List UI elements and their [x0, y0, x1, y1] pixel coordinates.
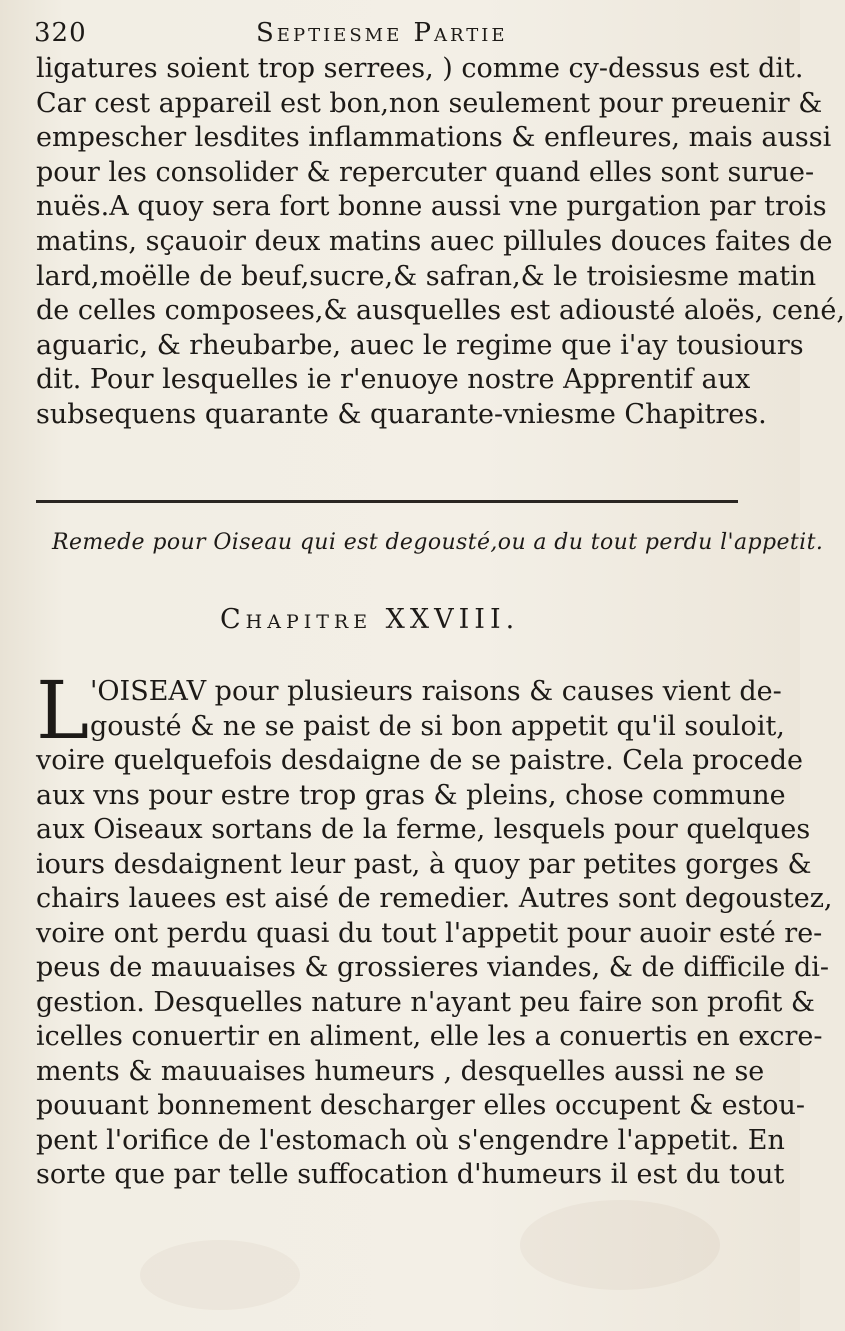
- chapter-heading: Chapitre XXVIII.: [220, 604, 520, 635]
- text-line: iours desdaignent leur past, à quoy par petites gorges &: [36, 848, 812, 880]
- text-line: Car cest appareil est bon,non seulement pour preuenir &: [36, 87, 823, 119]
- text-line: sorte que par telle suffocation d'humeurs il est du tout: [36, 1159, 785, 1190]
- drop-cap-initial: L: [36, 664, 90, 757]
- text-line: aux vns pour estre trop gras & pleins, chose commune: [36, 779, 786, 811]
- text-line: pour les consolider & repercuter quand elles sont surue-: [36, 156, 815, 188]
- text-line: matins, sçauoir deux matins auec pillules douces faites de: [36, 225, 833, 257]
- text-line: pent l'orifice de l'estomach où s'engendre l'appetit. En: [36, 1124, 785, 1156]
- section-rule: [36, 500, 738, 507]
- text-line: gousté & ne se paist de si bon appetit qu'il souloit,: [90, 710, 785, 742]
- text-line: voire quelquefois desdaigne de se paistre. Cela procede: [36, 745, 804, 776]
- chapter-rubric: Remede pour Oiseau qui est degousté,ou a du tout perdu l'appetit.: [52, 530, 824, 555]
- paper-stain: [520, 1200, 720, 1290]
- text-line: aux Oiseaux sortans de la ferme, lesquels pour quelques: [36, 814, 811, 845]
- text-line: peus de mauuaises & grossieres viandes, & de difficile di-: [36, 952, 829, 983]
- text-line: gestion. Desquelles nature n'ayant peu faire son profit &: [36, 986, 815, 1018]
- text-line: empescher lesdites inflammations & enfleures, mais aussi: [36, 122, 832, 154]
- running-title: Septiesme Partie: [256, 18, 508, 48]
- text-line: ligatures soient trop serrees, ) comme cy-dessus est dit.: [36, 53, 804, 84]
- text-line: lard,moëlle de beuf,sucre,& safran,& le troisiesme matin: [36, 260, 817, 292]
- text-line: de celles composees,& ausquelles est adiousté aloës, cené,: [36, 295, 845, 327]
- text-line: icelles conuertir en aliment, elle les a conuertis en excre-: [36, 1021, 823, 1052]
- text-line: nuës.A quoy sera fort bonne aussi vne purgation par trois: [36, 191, 827, 223]
- text-line: ments & mauuaises humeurs , desquelles aussi ne se: [36, 1055, 765, 1087]
- text-line: 'OISEAV pour plusieurs raisons & causes vient de-: [90, 676, 782, 707]
- text-line: chairs lauees est aisé de remedier. Autres sont degoustez,: [36, 883, 833, 914]
- page-header: [34, 14, 774, 48]
- chapter-body: [36, 664, 833, 1193]
- paper-stain: [140, 1240, 300, 1310]
- text-line: aguaric, & rheubarbe, auec le regime que i'ay tousiours: [36, 329, 804, 361]
- text-line: dit. Pour lesquelles ie r'enuoye nostre Apprentif aux: [36, 364, 751, 396]
- text-line: pouuant bonnement descharger elles occupent & estou-: [36, 1090, 806, 1121]
- text-line: voire ont perdu quasi du tout l'appetit pour auoir esté re-: [36, 917, 823, 949]
- continued-paragraph: [36, 52, 845, 433]
- page-number: 320: [34, 18, 87, 48]
- text-line: subsequens quarante & quarante-vniesme Chapitres.: [36, 398, 767, 430]
